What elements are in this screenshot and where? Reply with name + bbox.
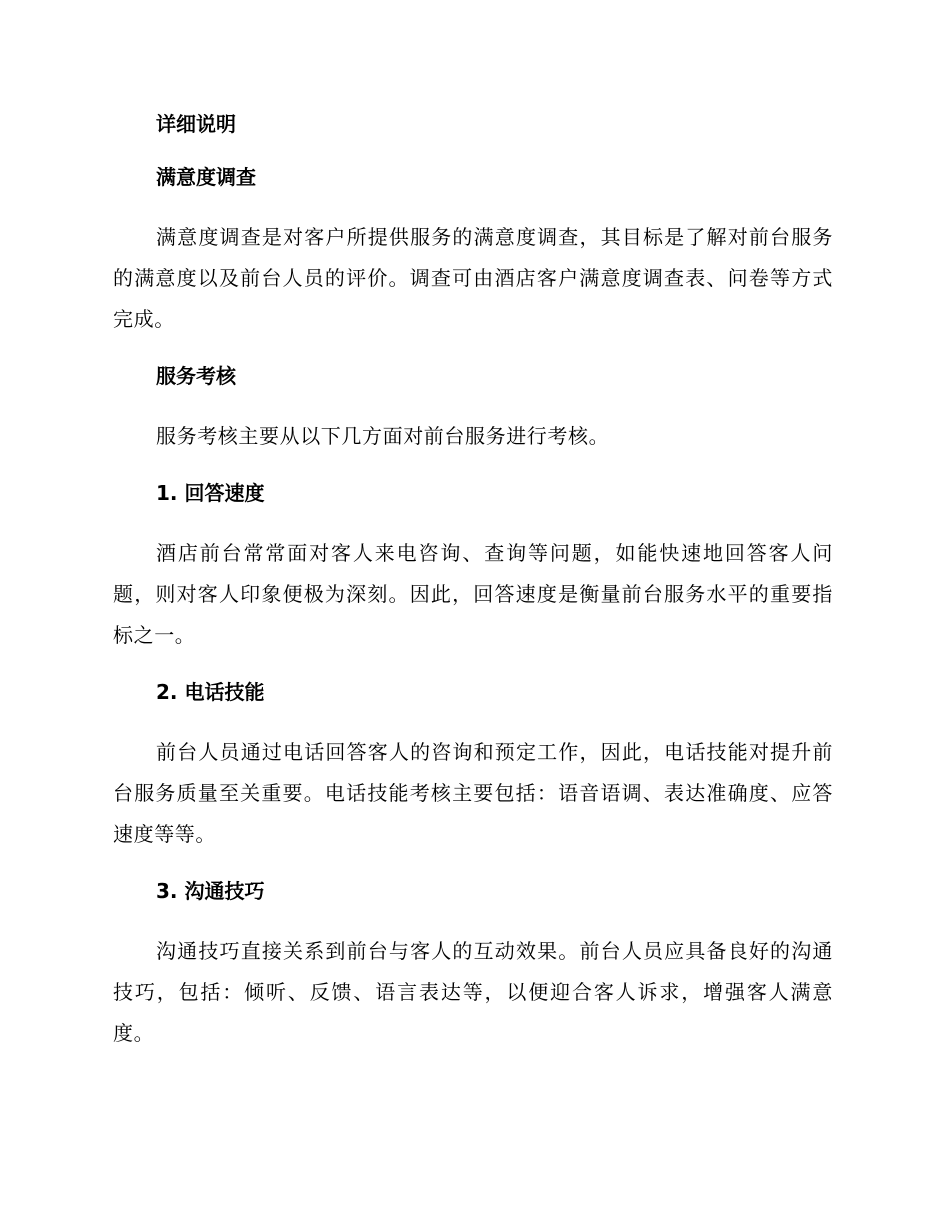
section-paragraph-phone-skills: 前台人员通过电话回答客人的咨询和预定工作，因此，电话技能对提升前台服务质量至关重要。电话技能考核主要包括：语音语调、表达准确度、应答速度等等。 xyxy=(113,740,833,846)
document-title: 详细说明 xyxy=(156,112,236,136)
document-page xyxy=(113,110,833,1076)
section-heading-communication-skills: 3. 沟通技巧 xyxy=(156,879,265,903)
section-heading-response-speed: 1. 回答速度 xyxy=(156,481,265,505)
section-heading-service-assessment: 服务考核 xyxy=(156,364,236,388)
section-paragraph-service-assessment: 服务考核主要从以下几方面对前台服务进行考核。 xyxy=(156,424,610,448)
section-paragraph-communication-skills: 沟通技巧直接关系到前台与客人的互动效果。前台人员应具备良好的沟通技巧，包括：倾听、反馈、语言表达等，以便迎合客人诉求，增强客人满意度。 xyxy=(113,939,833,1045)
section-heading-satisfaction-survey: 满意度调查 xyxy=(156,165,256,189)
section-heading-phone-skills: 2. 电话技能 xyxy=(156,680,265,704)
section-paragraph-response-speed: 酒店前台常常面对客人来电咨询、查询等问题，如能快速地回答客人问题，则对客人印象便极为深刻。因此，回答速度是衡量前台服务水平的重要指标之一。 xyxy=(113,541,833,647)
section-paragraph-satisfaction-survey: 满意度调查是对客户所提供服务的满意度调查，其目标是了解对前台服务的满意度以及前台人员的评价。调查可由酒店客户满意度调查表、问卷等方式完成。 xyxy=(113,225,833,331)
